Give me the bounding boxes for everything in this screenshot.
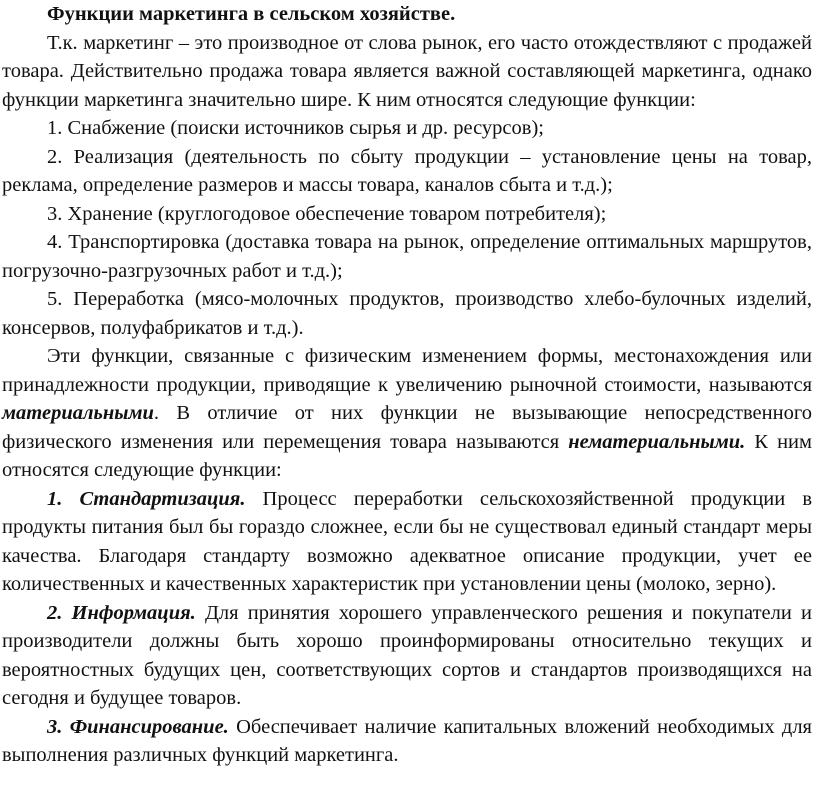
term-immaterial: нематериальными. (568, 430, 746, 453)
function-item: 1. Снабжение (поиски источников сырья и др. ресурсов); (47, 117, 544, 139)
summary-paragraph (2, 342, 812, 485)
intangible-item (2, 599, 812, 713)
summary-text: К ним относятся следующие функции: (2, 430, 812, 481)
intangible-text: Обеспечивает наличие капитальных вложений необходимых для выполнения различных функций маркетинга. (2, 715, 812, 766)
document-title: Функции маркетинга в сельском хозяйстве. (47, 3, 456, 25)
intangible-heading: 3. Финансирование. (47, 715, 229, 738)
term-material: материальными (2, 402, 154, 424)
intangible-text: Для принятия хорошего управленческого решения и покупатели и производители должны быть хорошо проинформированы относительно текущих и вероятностных будущих цен, соответствующих сортов и стандартов производящихся на сегодня и будущее товаров. (2, 601, 812, 709)
summary-text: . В отличие от них функции не вызывающие непосредственного физического изменения или перемещения товара называются (2, 402, 812, 453)
intangible-item (2, 485, 812, 599)
intangible-heading: 2. Информация. (47, 601, 196, 624)
summary-text: Эти функции, связанные с физическим изменением формы, местонахождения или принадлежности продукции, приводящие к увеличению рыночной стоимости, называются (2, 345, 812, 396)
intangible-item (2, 713, 812, 770)
function-item: 3. Хранение (круглогодовое обеспечение товаром потребителя); (47, 202, 607, 225)
function-item: 2. Реализация (деятельность по сбыту продукции – установление цены на товар, реклама, определение размеров и массы товара, каналов сбыта и т.д.); (2, 145, 812, 196)
intangible-text: Процесс переработки сельскохозяйственной продукции в продукты питания был бы гораздо сложнее, если бы не существовал единый стандарт меры качества. Благодаря стандарту возможно адекватное описание продукции, учет ее количественных и качественных характеристик при установлении цены (молоко, зерно). (2, 487, 813, 595)
intangible-heading: 1. Стандартизация. (47, 487, 246, 510)
function-item: 4. Транспортировка (доставка товара на рынок, определение оптимальных маршрутов, погрузочно-разгрузочных работ и т.д.); (2, 231, 812, 282)
function-item: 5. Переработка (мясо-молочных продуктов, производство хлебо-булочных изделий, консервов, полуфабрикатов и т.д.). (2, 288, 812, 339)
intro-paragraph: Т.к. маркетинг – это производное от слова рынок, его часто отождествляют с продажей товара. Действительно продажа товара является важной составляющей маркетинга, однако функции маркетинга значительно шире. К ним относятся следующие функции: (2, 31, 812, 111)
